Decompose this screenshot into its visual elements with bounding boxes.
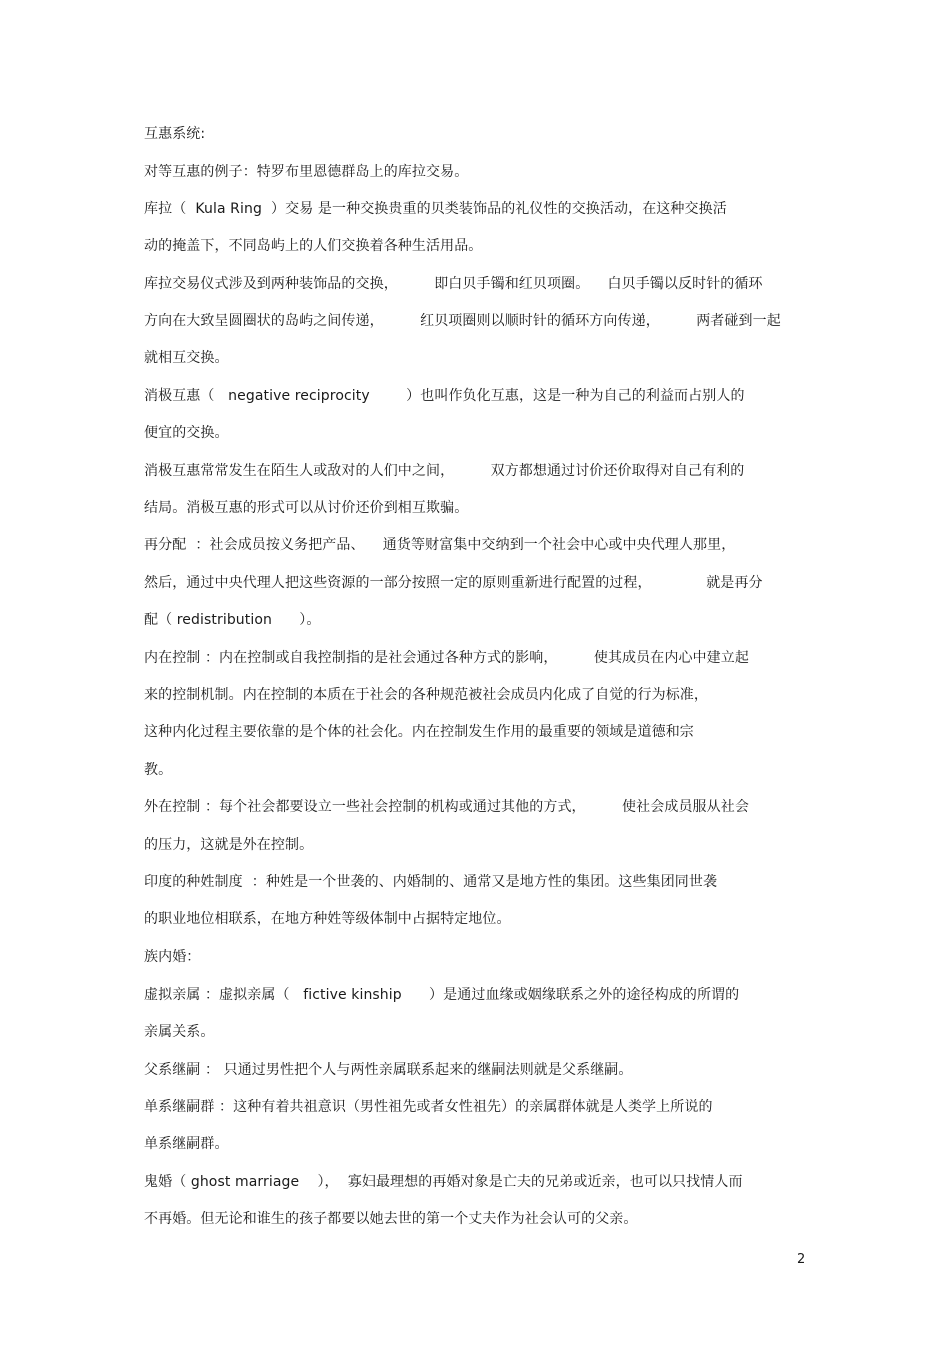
text-line: 父系继嗣 ： 只通过男性把个人与两性亲属联系起来的继嗣法则就是父系继嗣。 xyxy=(144,1062,633,1078)
text-line: 消极互惠（ negative reciprocity ）也叫作负化互惠，这是一种为自己的利益而占别人的 xyxy=(144,388,745,404)
text-line: 亲属关系。 xyxy=(144,1024,215,1040)
text-line: 族内婚： xyxy=(144,949,201,965)
text-line: 就相互交换。 xyxy=(144,350,229,366)
text-line: 互惠系统: xyxy=(144,126,206,142)
text-line: 这种内化过程主要依靠的是个体的社会化。内在控制发生作用的最重要的领域是道德和宗 xyxy=(144,724,694,740)
page-number: 2 xyxy=(797,1252,806,1267)
text-line: 然后，通过中央代理人把这些资源的一部分按照一定的原则重新进行配置的过程， 就是再分 xyxy=(144,575,763,591)
text-line: 便宜的交换。 xyxy=(144,425,229,441)
text-line: 库拉（ Kula Ring ）交易 是一种交换贵重的贝类装饰品的礼仪性的交换活动，在这种交换活 xyxy=(144,201,727,217)
text-line: 方向在大致呈圆圈状的岛屿之间传递， 红贝项圈则以顺时针的循环方向传递， 两者碰到一起 xyxy=(144,313,781,329)
text-line: 消极互惠常常发生在陌生人或敌对的人们中之间， 双方都想通过讨价还价取得对自己有利的 xyxy=(144,463,745,479)
text-line: 库拉交易仪式涉及到两种装饰品的交换， 即白贝手镯和红贝项圈。 白贝手镯以反时针的循环 xyxy=(144,276,763,292)
text-line: 不再婚。但无论和谁生的孩子都要以她去世的第一个丈夫作为社会认可的父亲。 xyxy=(144,1211,638,1227)
text-line: 配（ redistribution ）。 xyxy=(144,612,321,628)
text-line: 对等互惠的例子：特罗布里恩德群岛上的库拉交易。 xyxy=(144,164,469,180)
text-line: 的压力，这就是外在控制。 xyxy=(144,837,314,853)
text-line: 动的掩盖下，不同岛屿上的人们交换着各种生活用品。 xyxy=(144,238,483,254)
text-line: 内在控制 ：内在控制或自我控制指的是社会通过各种方式的影响， 使其成员在内心中建立起 xyxy=(144,650,749,666)
text-line: 的职业地位相联系，在地方种姓等级体制中占据特定地位。 xyxy=(144,911,511,927)
text-line: 单系继嗣群。 xyxy=(144,1136,229,1152)
text-line: 教。 xyxy=(144,762,173,778)
text-line: 印度的种姓制度 ：种姓是一个世袭的、内婚制的、通常又是地方性的集团。这些集团同世袭 xyxy=(144,874,718,890)
text-line: 外在控制 ：每个社会都要设立一些社会控制的机构或通过其他的方式， 使社会成员服从社会 xyxy=(144,799,749,815)
text-line: 结局。消极互惠的形式可以从讨价还价到相互欺骗。 xyxy=(144,500,469,516)
text-line: 再分配 ：社会成员按义务把产品、 通货等财富集中交纳到一个社会中心或中央代理人那里， xyxy=(144,537,736,553)
text-line: 虚拟亲属 ：虚拟亲属（ fictive kinship ）是通过血缘或姻缘联系之外的途径构成的所谓的 xyxy=(144,987,740,1003)
text-line: 鬼婚（ ghost marriage ）， 寡妇最理想的再婚对象是亡夫的兄弟或近亲，也可以只找情人而 xyxy=(144,1174,743,1190)
text-line: 来的控制机制。内在控制的本质在于社会的各种规范被社会成员内化成了自觉的行为标准， xyxy=(144,687,708,703)
text-line: 单系继嗣群 ：这种有着共祖意识（男性祖先或者女性祖先）的亲属群体就是人类学上所说的 xyxy=(144,1099,713,1115)
